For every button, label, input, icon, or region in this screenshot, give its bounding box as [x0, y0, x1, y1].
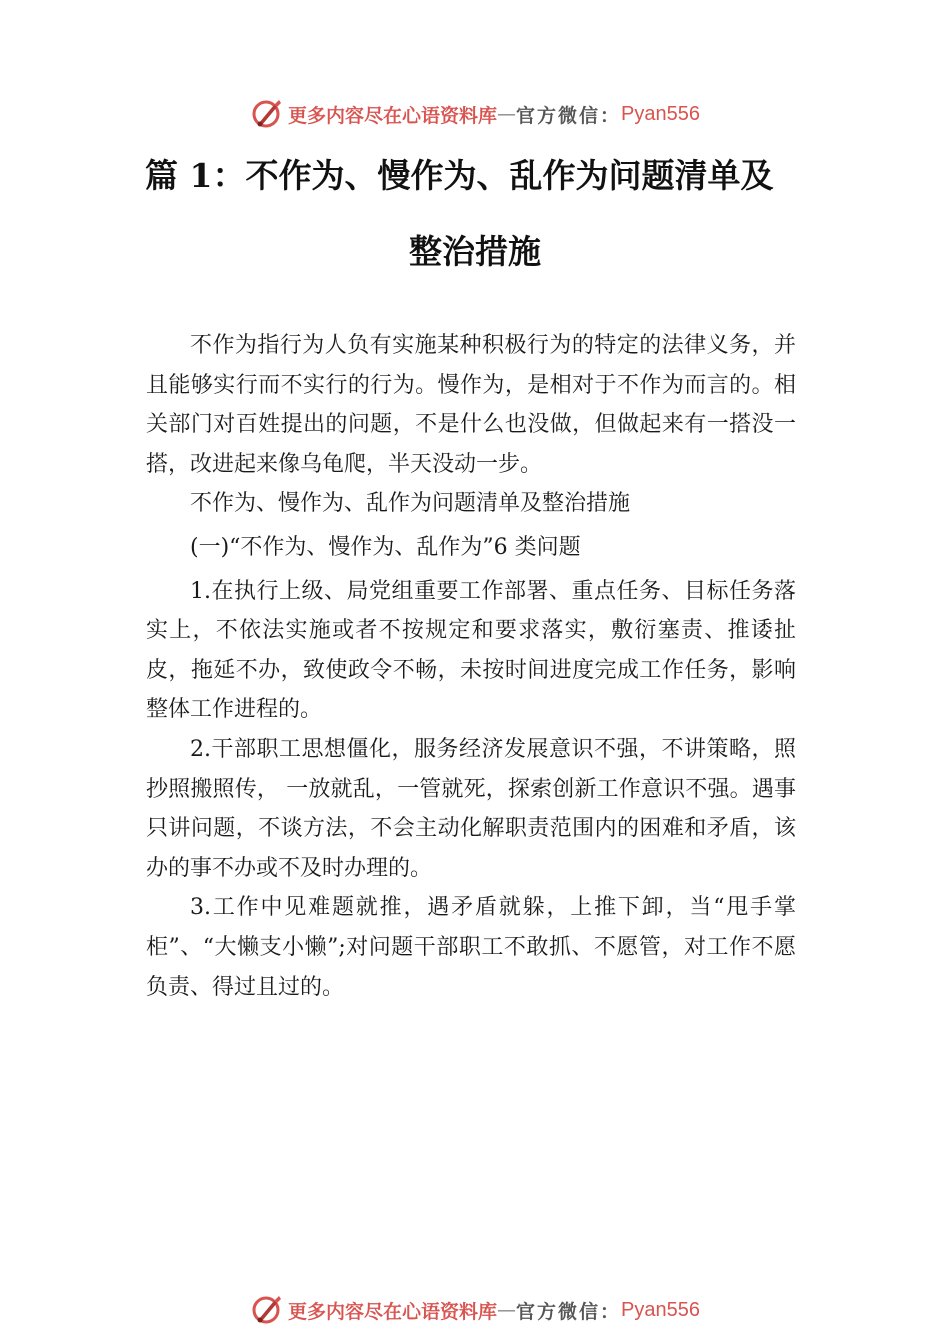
paragraph-item-3: 3.工作中见难题就推，遇矛盾就躲，上推下卸，当“甩手掌柜”、“大懒支小懒”;对问题干部职工不敢抓、不愿管，对工作不愿负责、得过且过的。	[146, 895, 796, 1000]
document-body	[146, 326, 796, 1007]
brush-logo-icon	[250, 97, 284, 131]
paragraph-section-one: (一)“不作为、慢作为、乱作为”6 类问题	[190, 534, 581, 560]
footer-red-text: 更多内容尽在心语资料库	[288, 1300, 498, 1323]
header-banner	[0, 94, 950, 134]
banner-dash: —	[497, 103, 517, 125]
brush-logo-icon	[250, 1293, 284, 1327]
paragraph-intro: 不作为指行为人负有实施某种积极行为的特定的法律义务，并且能够实行而不实行的行为。慢作为，是相对于不作为而言的。相关部门对百姓提出的问题，不是什么也没做，但做起来有一搭没一搭，改进起来像乌龟爬，半天没动一步。	[146, 333, 796, 477]
paragraph-item-2: 2.干部职工思想僵化，服务经济发展意识不强，不讲策略，照抄照搬照传， 一放就乱，一管就死，探索创新工作意识不强。遇事只讲问题，不谈方法，不会主动化解职责范围内的困难和矛盾，该办的事不办或不及时办理的。	[146, 736, 796, 881]
banner-red-text: 更多内容尽在心语资料库	[288, 104, 498, 127]
banner-wechat-label: 官方微信：	[516, 104, 622, 127]
paragraph-heading: 不作为、慢作为、乱作为问题清单及整治措施	[190, 491, 631, 517]
footer-banner	[0, 1290, 950, 1330]
footer-wechat-label: 官方微信：	[516, 1300, 622, 1323]
footer-dash: —	[497, 1299, 517, 1321]
footer-wechat-id: Pyan556	[621, 1298, 700, 1321]
banner-wechat-id: Pyan556	[621, 102, 700, 125]
document-title-line2: 整治措施	[409, 232, 541, 271]
paragraph-item-1: 1.在执行上级、局党组重要工作部署、重点任务、目标任务落实上，不依法实施或者不按规定和要求落实，敷衍塞责、推诿扯皮，拖延不办，致使政令不畅，未按时间进度完成工作任务，影响整体工作进程的。	[146, 578, 796, 723]
document-title-line1: 篇 1：不作为、慢作为、乱作为问题清单及	[145, 156, 774, 195]
